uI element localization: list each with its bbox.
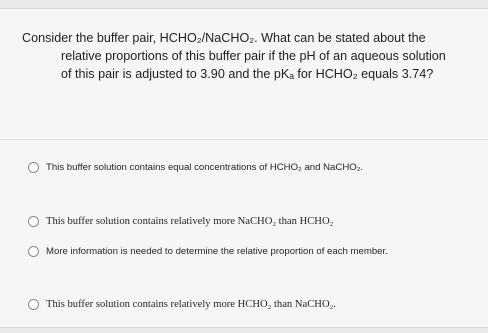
answer-option-label: More information is needed to determine the relative proportion of each member. bbox=[46, 246, 388, 257]
answer-option-more-info[interactable] bbox=[28, 246, 388, 257]
answer-option-more-nacho2[interactable] bbox=[28, 216, 333, 227]
radio-button[interactable] bbox=[28, 216, 39, 227]
question-card bbox=[0, 8, 488, 328]
question-line-3: of this pair is adjusted to 3.90 and the pKₐ for HCHO₂ equals 3.74? bbox=[61, 67, 434, 81]
answer-option-equal[interactable] bbox=[28, 162, 363, 173]
question-line-2: relative proportions of this buffer pair if the pH of an aqueous solution bbox=[61, 49, 446, 63]
answer-option-label: This buffer solution contains relatively more HCHO₂ than NaCHO₂. bbox=[46, 299, 336, 310]
answer-option-label: This buffer solution contains relatively more NaCHO₂ than HCHO₂ bbox=[46, 216, 334, 227]
divider bbox=[0, 139, 488, 140]
question-text bbox=[22, 29, 466, 83]
answer-option-label: This buffer solution contains equal concentrations of HCHO₂ and NaCHO₂. bbox=[46, 162, 364, 173]
radio-button[interactable] bbox=[28, 246, 39, 257]
radio-button[interactable] bbox=[28, 162, 39, 173]
answer-option-more-hcho2[interactable] bbox=[28, 299, 336, 310]
radio-button[interactable] bbox=[28, 299, 39, 310]
question-line-1: Consider the buffer pair, HCHO₂/NaCHO₂. What can be stated about the bbox=[22, 31, 426, 45]
